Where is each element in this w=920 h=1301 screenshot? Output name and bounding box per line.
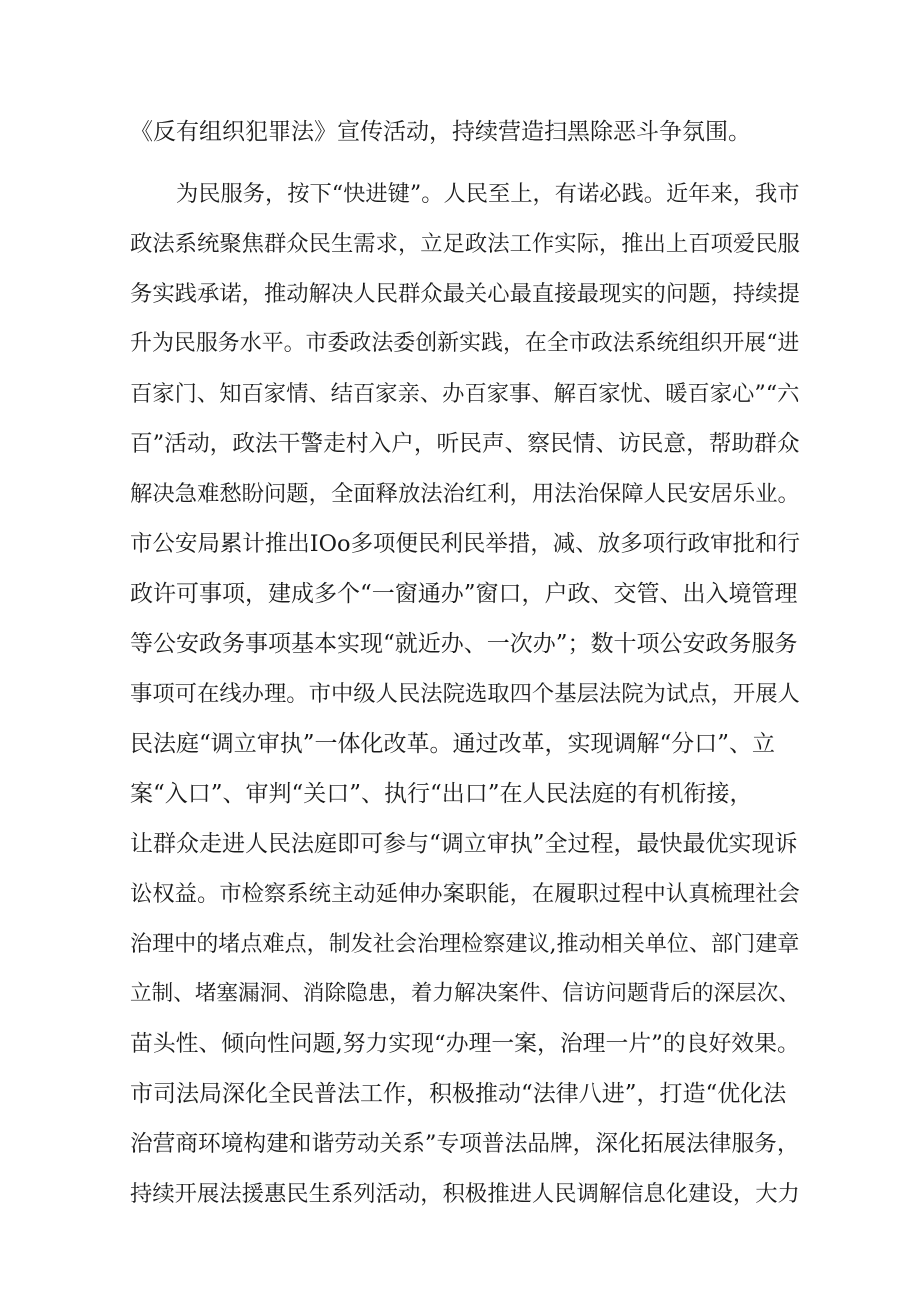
text-line <box>0 874 920 914</box>
line-text: 市司法局深化全民普法工作，积极推动“法律八进”，打造“优化法 <box>130 1081 787 1107</box>
line-text: 等公安政务事项基本实现“就近办、一次办”；数十项公安政务服务 <box>130 631 798 657</box>
text-line <box>0 1074 920 1114</box>
line-text: 治营商环境构建和谐劳动关系”专项普法品牌，深化拓展法律服务， <box>130 1131 800 1157</box>
line-text: 讼权益。市检察系统主动延伸办案职能，在履职过程中认真梳理社会 <box>130 881 800 907</box>
line-text: 政许可事项，建成多个“一窗通办”窗口，户政、交管、出入境管理 <box>130 581 798 607</box>
line-text: 解决急难愁盼问题，全面释放法治红利，用法治保障人民安居乐业。 <box>130 481 800 507</box>
line-text: 《反有组织犯罪法》宣传活动，持续营造扫黑除恶斗争氛围。 <box>130 119 751 145</box>
line-text: 案“入口”、审判“关口”、执行“出口”在人民法庭的有机衔接， <box>130 781 753 807</box>
line-text: 立制、堵塞漏洞、消除隐患，着力解决案件、信访问题背后的深层次、 <box>130 981 800 1006</box>
line-text: 务实践承诺，推动解决人民群众最关心最直接最现实的问题，持续提 <box>130 281 800 307</box>
text-line <box>0 824 920 864</box>
line-text: 民法庭“调立审执”一体化改革。通过改革，实现调解“分口”、立 <box>130 731 776 757</box>
line-text: 为民服务，按下“快进键”。人民至上，有诺必践。近年来，我市 <box>176 181 800 207</box>
text-line <box>0 924 920 964</box>
text-line <box>0 524 920 564</box>
line-text: 苗头性、倾向性问题,努力实现“办理一案，治理一片”的良好效果。 <box>130 1031 800 1057</box>
line-text: 政法系统聚焦群众民生需求，立足政法工作实际，推出上百项爱民服 <box>130 231 800 257</box>
text-line <box>0 224 920 264</box>
line-text: 持续开展法援惠民生系列活动，积极推进人民调解信息化建设，大力 <box>130 1181 800 1207</box>
text-line <box>0 1174 920 1214</box>
paragraph-first-line <box>0 174 920 214</box>
line-text: 升为民服务水平。市委政法委创新实践，在全市政法系统组织开展“进 <box>130 331 800 356</box>
text-line <box>0 324 920 364</box>
text-line <box>0 774 920 814</box>
text-line <box>0 1124 920 1164</box>
text-line <box>0 624 920 664</box>
text-line <box>0 974 920 1014</box>
text-line <box>0 674 920 714</box>
line-text: 事项可在线办理。市中级人民法院选取四个基层法院为试点，开展人 <box>130 681 800 707</box>
text-line <box>0 112 920 152</box>
line-text: 让群众走进人民法庭即可参与“调立审执”全过程，最快最优实现诉 <box>130 831 798 857</box>
text-line <box>0 424 920 464</box>
text-line <box>0 574 920 614</box>
text-line <box>0 374 920 414</box>
line-text: 治理中的堵点难点，制发社会治理检察建议,推动相关单位、部门建章 <box>130 931 800 957</box>
line-text: 百”活动，政法干警走村入户，听民声、察民情、访民意，帮助群众 <box>130 431 800 457</box>
text-line <box>0 1024 920 1064</box>
text-line <box>0 474 920 514</box>
text-line <box>0 724 920 764</box>
line-text: 市公安局累计推出IOo多项便民利民举措，减、放多项行政审批和行 <box>130 531 800 557</box>
text-line <box>0 274 920 314</box>
line-text: 百家门、知百家情、结百家亲、办百家事、解百家忧、暖百家心”“六 <box>130 381 800 407</box>
